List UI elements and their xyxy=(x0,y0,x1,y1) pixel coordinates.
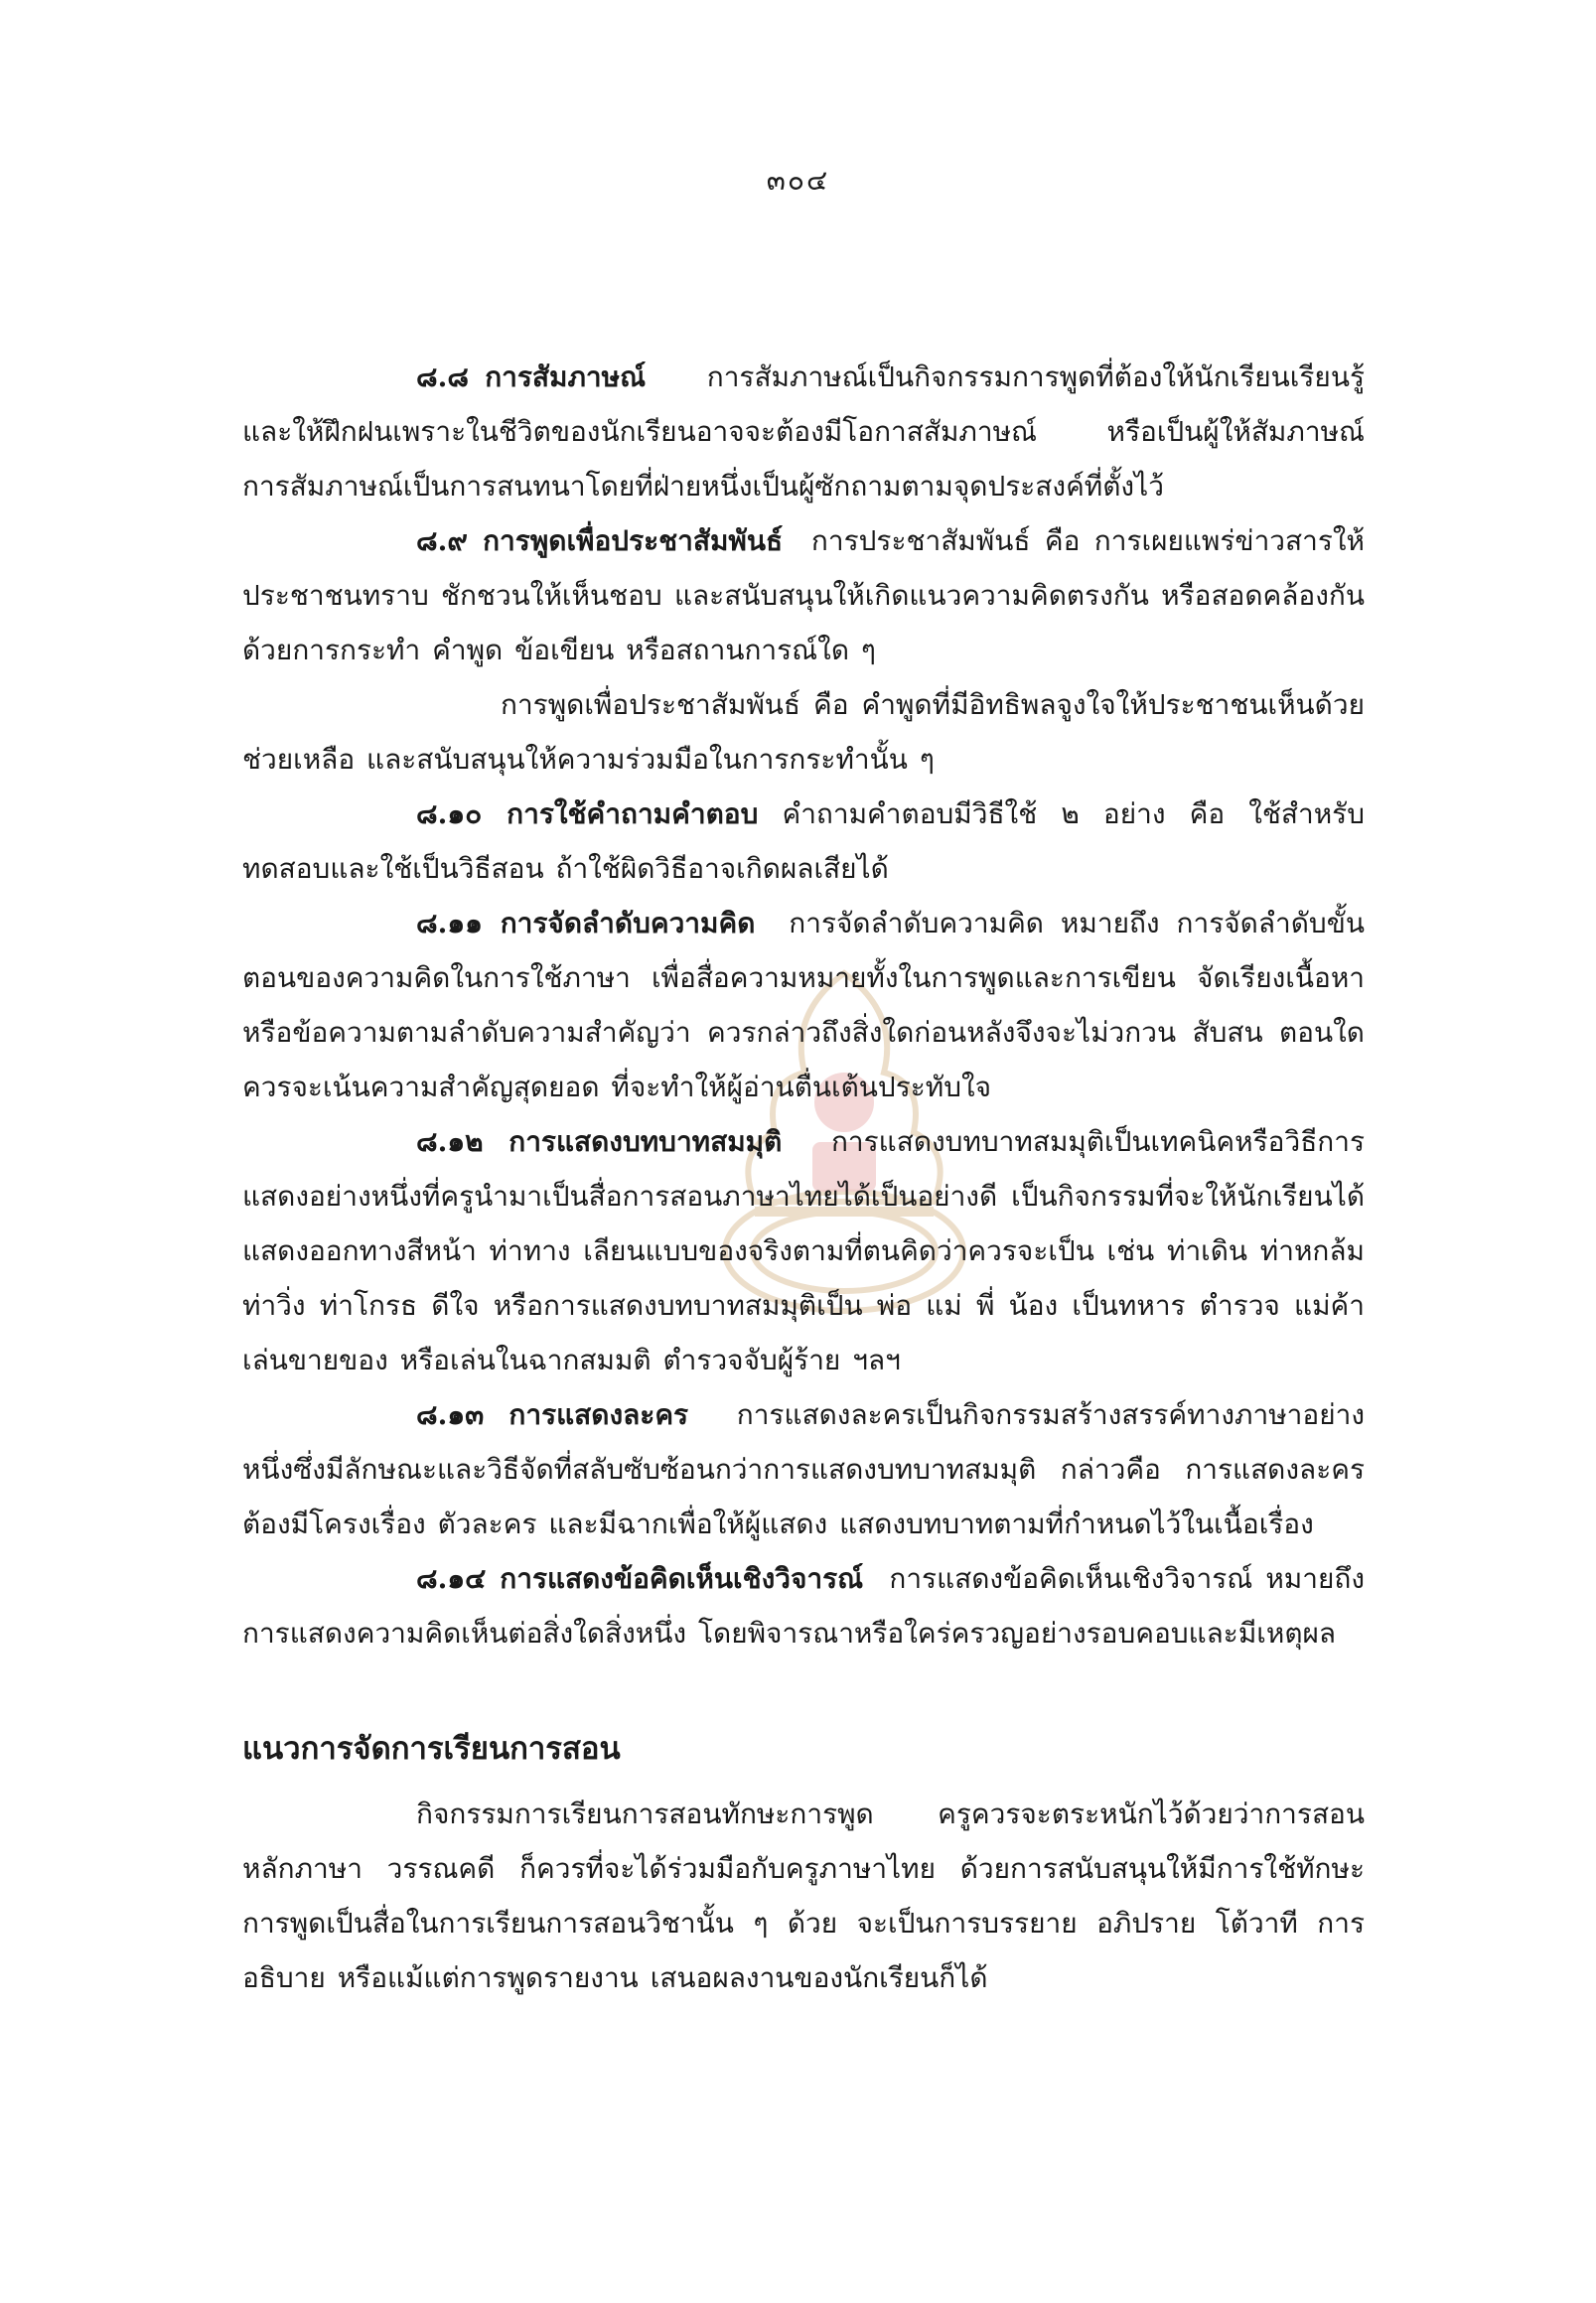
item-heading: ๘.๙ การพูดเพื่อประชาสัมพันธ์ xyxy=(416,524,784,557)
item-public-relations xyxy=(242,513,1365,677)
item-question-answer xyxy=(242,787,1365,896)
item-heading: ๘.๑๔ การแสดงข้อคิดเห็นเชิงวิจารณ์ xyxy=(416,1562,864,1595)
section-paragraph: กิจกรรมการเรียนการสอนทักษะการพูด ครูควรจะตระหนักไว้ด้วยว่าการสอนหลักภาษา วรรณคดี ก็ควรที่จะได้ร่วมมือกับครูภาษาไทย ด้วยการสนับสนุนให้มีการใช้ทักษะการพูดเป็นสื่อในการเรียนการสอนวิชานั้น ๆ ด้วย จะเป็นการบรรยาย อภิปราย โต้วาที การอธิบาย หรือแม้แต่การพูดรายงาน เสนอผลงานของนักเรียนก็ได้ xyxy=(242,1798,1365,1994)
item-text: คำถามคำตอบมีวิธีใช้ ๒ อย่าง คือ ใช้สำหรับทดสอบและใช้เป็นวิธีสอน ถ้าใช้ผิดวิธีอาจเกิดผลเสียได้ xyxy=(242,797,1365,885)
item-text: การสัมภาษณ์เป็นกิจกรรมการพูดที่ต้องให้นักเรียนเรียนรู้และให้ฝึกฝนเพราะในชีวิตของนักเรียนอาจจะต้องมีโอกาสสัมภาษณ์ หรือเป็นผู้ให้สัมภาษณ์ การสัมภาษณ์เป็นการสนทนาโดยที่ฝ่ายหนึ่งเป็นผู้ซักถามตามจุดประสงค์ที่ตั้งไว้ xyxy=(242,360,1365,503)
item-public-relations-definition xyxy=(242,677,1365,787)
item-text: การประชาสัมพันธ์ คือ การเผยแพร่ข่าวสารให้ประชาชนทราบ ชักชวนให้เห็นชอบ และสนับสนุนให้เกิดแนวความคิดตรงกัน หรือสอดคล้องกันด้วยการกระทำ คำพูด ข้อเขียน หรือสถานการณ์ใด ๆ xyxy=(242,524,1365,666)
item-text: การแสดงละครเป็นกิจกรรมสร้างสรรค์ทางภาษาอย่างหนึ่งซึ่งมีลักษณะและวิธีจัดที่สลับซับซ้อนกว่าการแสดงบทบาทสมมุติ กล่าวคือ การแสดงละครต้องมีโครงเรื่อง ตัวละคร และมีฉากเพื่อให้ผู้แสดง แสดงบทบาทตามที่กำหนดไว้ในเนื้อเรื่อง xyxy=(242,1398,1365,1540)
item-heading: ๘.๑๐ การใช้คำถามคำตอบ xyxy=(416,797,759,830)
section-heading: แนวการจัดการเรียนการสอน xyxy=(242,1731,621,1767)
item-heading: ๘.๑๓ การแสดงละคร xyxy=(416,1398,689,1431)
item-role-play xyxy=(242,1114,1365,1387)
item-text: การจัดลำดับความคิด หมายถึง การจัดลำดับขั้นตอนของความคิดในการใช้ภาษา เพื่อสื่อความหมายทั้งในการพูดและการเขียน จัดเรียงเนื้อหาหรือข้อความตามลำดับความสำคัญว่า ควรกล่าวถึงสิ่งใดก่อนหลังจึงจะไม่วกวน สับสน ตอนใดควรจะเน้นความสำคัญสุดยอด ที่จะทำให้ผู้อ่านตื่นเต้นประทับใจ xyxy=(242,907,1365,1103)
item-text: การแสดงบทบาทสมมุติเป็นเทคนิคหรือวิธีการแสดงอย่างหนึ่งที่ครูนำมาเป็นสื่อการสอนภาษาไทยได้เป็นอย่างดี เป็นกิจกรรมที่จะให้นักเรียนได้แสดงออกทางสีหน้า ท่าทาง เลียนแบบของจริงตามที่ตนคิดว่าควรจะเป็น เช่น ท่าเดิน ท่าหกล้ม ท่าวิ่ง ท่าโกรธ ดีใจ หรือการแสดงบทบาทสมมุติเป็น พ่อ แม่ พี่ น้อง เป็นทหาร ตำรวจ แม่ค้า เล่นขายของ หรือเล่นในฉากสมมติ ตำรวจจับผู้ร้าย ฯลฯ xyxy=(242,1125,1365,1376)
item-critical-opinion xyxy=(242,1551,1365,1660)
item-heading: ๘.๘ การสัมภาษณ์ xyxy=(416,360,647,393)
item-heading: ๘.๑๑ การจัดลำดับความคิด xyxy=(416,907,756,939)
item-interview xyxy=(242,350,1365,513)
item-text: การพูดเพื่อประชาสัมพันธ์ คือ คำพูดที่มีอิทธิพลจูงใจให้ประชาชนเห็นด้วย ช่วยเหลือ และสนับสนุนให้ความร่วมมือในการกระทำนั้น ๆ xyxy=(242,688,1365,776)
page-number: ๓๐๔ xyxy=(766,164,830,197)
item-heading: ๘.๑๒ การแสดงบทบาทสมมุติ xyxy=(416,1125,783,1158)
item-drama xyxy=(242,1387,1365,1551)
item-idea-sequencing xyxy=(242,896,1365,1114)
document-body xyxy=(242,350,1365,2005)
item-text: การแสดงข้อคิดเห็นเชิงวิจารณ์ หมายถึงการแสดงความคิดเห็นต่อสิ่งใดสิ่งหนึ่ง โดยพิจารณาหรือใคร่ครวญอย่างรอบคอบและมีเหตุผล xyxy=(242,1562,1365,1650)
